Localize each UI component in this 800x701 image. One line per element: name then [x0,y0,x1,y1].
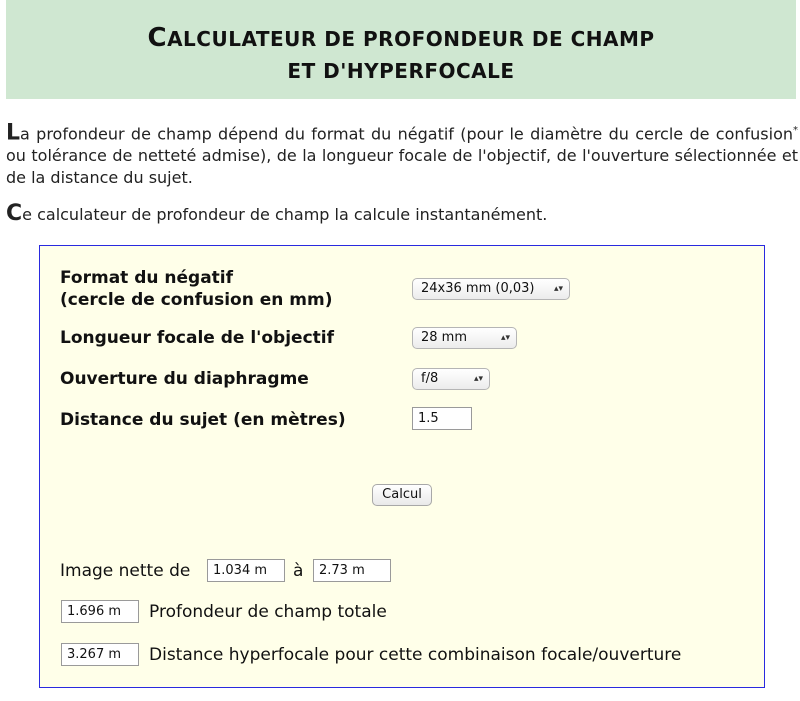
sharp-to-label: à [293,561,304,581]
total-dof-output[interactable]: 1.696 m [61,600,139,623]
focal-length-select[interactable]: 28 mm ▴▾ [412,327,517,349]
total-dof-label: Profondeur de champ totale [149,602,387,622]
hyperfocal-output[interactable]: 3.267 m [61,643,139,666]
format-label: Format du négatif (cercle de confusion en mm) [60,268,333,310]
intro-paragraph-2: Ce calculateur de profondeur de champ la calcule instantanément. [6,201,548,226]
aperture-select[interactable]: f/8 ▴▾ [412,368,490,390]
aperture-label: Ouverture du diaphragme [60,369,309,389]
format-select[interactable]: 24x36 mm (0,03) ▴▾ [412,278,570,300]
sharp-from-output[interactable]: 1.034 m [207,559,285,582]
select-arrows-icon: ▴▾ [500,333,510,343]
select-arrows-icon: ▴▾ [553,284,563,294]
intro-paragraph-1: La profondeur de champ dépend du format du négatif (pour le diamètre du cercle de confusion* ou tolérance de netteté admise), de la longueur focale de l'objectif, de l'ouverture sélectionnée et de la distance du sujet. [6,120,798,188]
subject-distance-label: Distance du sujet (en mètres) [60,410,346,430]
sharp-range-label: Image nette de [60,561,191,581]
page-title [6,0,796,99]
footnote-marker: * [793,125,798,136]
sharp-to-output[interactable]: 2.73 m [313,559,391,582]
calculator-panel [39,245,765,688]
select-arrows-icon: ▴▾ [473,374,483,384]
title-line-1: CALCULATEUR DE PROFONDEUR DE CHAMP [147,23,655,53]
hyperfocal-label: Distance hyperfocale pour cette combinaison focale/ouverture [149,645,682,665]
subject-distance-input[interactable]: 1.5 [412,407,472,430]
calculate-button[interactable]: Calcul [372,484,432,506]
focal-length-label: Longueur focale de l'objectif [60,328,335,348]
title-line-2: ET D'HYPERFOCALE [287,59,515,83]
